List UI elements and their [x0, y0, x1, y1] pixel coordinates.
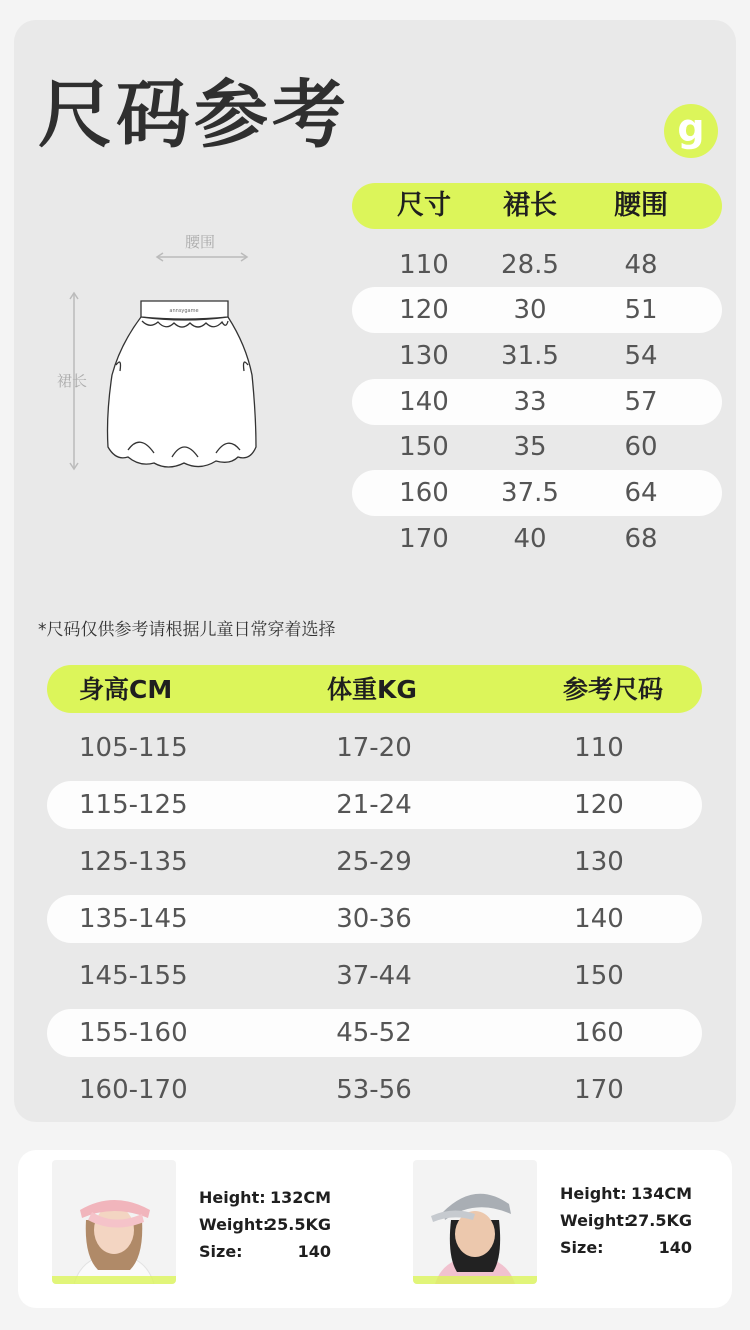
weight-cell: 53-56	[336, 1075, 412, 1105]
table-row	[47, 1066, 702, 1114]
size-value: 140	[297, 1242, 331, 1261]
weight-row	[560, 1211, 692, 1238]
skirt-diagram	[50, 225, 290, 485]
size-note: *尺码仅供参考请根据儿童日常穿着选择	[38, 620, 336, 640]
waist-cell: 54	[624, 341, 658, 371]
model-photo-1	[52, 1160, 176, 1284]
table-row	[352, 379, 722, 425]
height-cell: 105-115	[79, 733, 188, 763]
header-skirt-length: 裙长	[503, 190, 557, 221]
table-row	[352, 470, 722, 516]
length-cell: 30	[513, 295, 547, 325]
table-row	[352, 333, 722, 379]
size-cell: 130	[399, 341, 449, 371]
size-label: Size:	[199, 1242, 243, 1261]
size-cell: 160	[399, 478, 449, 508]
skirt-outline	[108, 301, 257, 467]
height-cell: 115-125	[79, 790, 188, 820]
header-weight: 体重KG	[327, 675, 417, 704]
model-2-specs	[560, 1184, 692, 1265]
weight-cell: 45-52	[336, 1018, 412, 1048]
model-1-specs	[199, 1188, 331, 1269]
size-row	[560, 1238, 692, 1265]
waist-cell: 48	[624, 250, 658, 280]
weight-cell: 30-36	[336, 904, 412, 934]
weight-label: Weight:	[560, 1211, 631, 1230]
header-size: 尺寸	[397, 190, 451, 221]
model-2-illustration	[413, 1160, 537, 1284]
model-photo-2	[413, 1160, 537, 1284]
waist-cell: 51	[624, 295, 658, 325]
size-table-header	[352, 183, 722, 229]
height-row	[199, 1188, 331, 1215]
size-row	[199, 1242, 331, 1269]
height-cell: 160-170	[79, 1075, 188, 1105]
length-label: 裙长	[57, 372, 88, 390]
weight-value: 27.5KG	[626, 1211, 692, 1230]
length-cell: 33	[513, 387, 547, 417]
waist-cell: 64	[624, 478, 658, 508]
page-title: 尺码参考	[38, 72, 350, 158]
weight-cell: 21-24	[336, 790, 412, 820]
size-table	[352, 242, 722, 562]
waist-cell: 68	[624, 524, 658, 554]
ref-size-cell: 130	[574, 847, 624, 877]
waist-cell: 57	[624, 387, 658, 417]
waistband-brand-text: annsygame	[169, 308, 199, 314]
ref-size-cell: 150	[574, 961, 624, 991]
header-waist: 腰围	[614, 190, 668, 221]
ref-size-cell: 120	[574, 790, 624, 820]
header-height: 身高CM	[79, 675, 173, 704]
waist-arrow	[157, 253, 247, 261]
table-row	[47, 895, 702, 943]
height-cell: 135-145	[79, 904, 188, 934]
height-row	[560, 1184, 692, 1211]
table-row	[47, 781, 702, 829]
size-label: Size:	[560, 1238, 604, 1257]
length-cell: 31.5	[501, 341, 559, 371]
model-1-illustration	[52, 1160, 176, 1284]
weight-row	[199, 1215, 331, 1242]
height-cell: 125-135	[79, 847, 188, 877]
height-value: 132CM	[269, 1188, 331, 1207]
size-value: 140	[658, 1238, 692, 1257]
brand-logo: g	[664, 104, 718, 158]
reference-table	[47, 724, 702, 1114]
height-label: Height:	[199, 1188, 266, 1207]
size-cell: 120	[399, 295, 449, 325]
photo-accent	[413, 1276, 537, 1284]
size-cell: 150	[399, 432, 449, 462]
table-row	[47, 1009, 702, 1057]
size-cell: 110	[399, 250, 449, 280]
height-value: 134CM	[630, 1184, 692, 1203]
ref-size-cell: 110	[574, 733, 624, 763]
length-cell: 37.5	[501, 478, 559, 508]
height-cell: 145-155	[79, 961, 188, 991]
ref-size-cell: 140	[574, 904, 624, 934]
table-row	[352, 287, 722, 333]
table-row	[352, 424, 722, 470]
size-cell: 170	[399, 524, 449, 554]
weight-cell: 37-44	[336, 961, 412, 991]
ref-size-cell: 160	[574, 1018, 624, 1048]
waist-cell: 60	[624, 432, 658, 462]
weight-value: 25.5KG	[265, 1215, 331, 1234]
height-label: Height:	[560, 1184, 627, 1203]
table-row	[47, 952, 702, 1000]
weight-cell: 17-20	[336, 733, 412, 763]
reference-table-header	[47, 665, 702, 713]
length-cell: 40	[513, 524, 547, 554]
table-row	[47, 724, 702, 772]
photo-accent	[52, 1276, 176, 1284]
length-cell: 28.5	[501, 250, 559, 280]
table-row	[47, 838, 702, 886]
header-ref-size: 参考尺码	[562, 675, 664, 704]
table-row	[352, 516, 722, 562]
waist-label: 腰围	[185, 233, 216, 251]
weight-label: Weight:	[199, 1215, 270, 1234]
model-section	[18, 1150, 732, 1308]
table-row	[352, 242, 722, 288]
ref-size-cell: 170	[574, 1075, 624, 1105]
weight-cell: 25-29	[336, 847, 412, 877]
height-cell: 155-160	[79, 1018, 188, 1048]
size-cell: 140	[399, 387, 449, 417]
skirt-illustration	[50, 225, 290, 485]
length-cell: 35	[513, 432, 547, 462]
